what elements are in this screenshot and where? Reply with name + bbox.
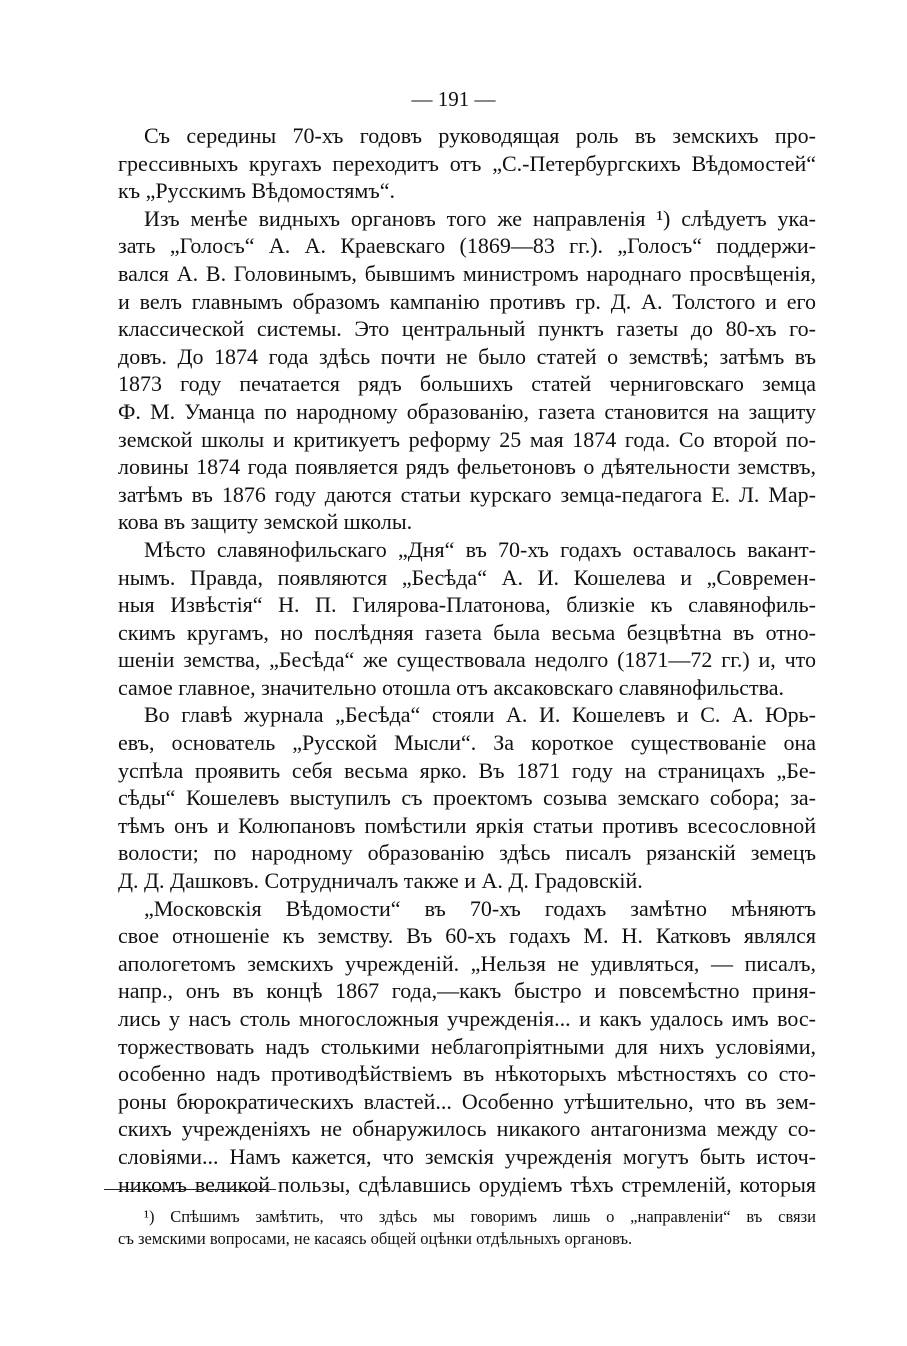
text-line: классической системы. Это центральный пунктъ газеты до 80-хъ го- — [118, 316, 816, 342]
footnote-line: ¹) Спѣшимъ замѣтить, что здѣсь мы говоримъ лишь о „направленіи“ въ связи — [144, 1207, 816, 1226]
text-line: роны бюрократическихъ властей... Особенно утѣшительно, что въ зем- — [118, 1088, 816, 1114]
text-line: самое главное, значительно отошла отъ аксаковскаго славянофильства. — [118, 674, 785, 700]
text-line: никомъ великой пользы, сдѣлавшись орудіемъ тѣхъ стремленій, которыя — [118, 1171, 816, 1197]
text-line: сѣды“ Кошелевъ выступилъ съ проектомъ созыва земскаго собора; за- — [118, 785, 816, 811]
text-line: „Московскія Вѣдомости“ въ 70-хъ годахъ замѣтно мѣняютъ — [144, 895, 816, 921]
footnote-line: съ земскими вопросами, не касаясь общей оцѣнки отдѣльныхъ органовъ. — [118, 1229, 633, 1248]
text-line: тѣмъ онъ и Колюпановъ помѣстили яркія статьи противъ всесословной — [118, 812, 816, 838]
text-line: Изъ менѣе видныхъ органовъ того же направленія ¹) слѣдуетъ ука- — [144, 205, 816, 231]
text-line: нымъ. Правда, появляются „Бесѣда“ А. И. Кошелева и „Современ- — [118, 564, 816, 590]
text-line: Ф. М. Уманца по народному образованію, газета становится на защиту — [118, 398, 816, 424]
text-line: напр., онъ въ концѣ 1867 года,—какъ быстро и повсемѣстно приня- — [118, 978, 816, 1004]
paragraph-2 — [118, 205, 816, 536]
text-line: скимъ кругамъ, но послѣдняя газета была весьма безцвѣтна въ отно- — [118, 619, 816, 645]
text-line: свое отношеніе къ земству. Въ 60-хъ годахъ М. Н. Катковъ являлся — [118, 923, 816, 949]
footnote — [118, 1206, 816, 1250]
paragraph-5 — [118, 895, 816, 1199]
text-line: 1873 году печатается рядъ большихъ статей черниговскаго земца — [118, 371, 816, 397]
text-line: ловины 1874 года появляется рядъ фельетоновъ о дѣятельности земствъ, — [118, 454, 816, 480]
text-line: лись у насъ столь многосложныя учрежденія... и какъ удалось имъ вос- — [118, 1006, 816, 1031]
paragraph-3 — [118, 536, 816, 702]
text-line: Мѣсто славянофильскаго „Дня“ въ 70-хъ годахъ оставалось вакант- — [144, 536, 816, 562]
text-line: и велъ главнымъ образомъ кампанію противъ гр. Д. А. Толстого и его — [118, 288, 816, 314]
text-line: къ „Русскимъ Вѣдомостямъ“. — [118, 178, 395, 204]
text-line: Во главѣ журнала „Бесѣда“ стояли А. И. Кошелевъ и С. А. Юрь- — [144, 702, 816, 728]
paragraph-4 — [118, 701, 816, 894]
footnote-divider — [104, 1189, 276, 1190]
text-line: торжествовать надъ столькими неблагопріятными для нихъ условіями, — [118, 1033, 816, 1059]
text-line: ныя Извѣстія“ Н. П. Гилярова-Платонова, близкіе къ славянофиль- — [118, 592, 816, 618]
text-line: апологетомъ земскихъ учрежденій. „Нельзя не удивляться, — писалъ, — [118, 950, 816, 976]
text-line: кова въ защиту земской школы. — [118, 509, 413, 535]
text-line: зать „Голосъ“ А. А. Краевскаго (1869—83 гг.). „Голосъ“ поддержи- — [118, 233, 816, 259]
text-line: Съ середины 70-хъ годовъ руководящая роль въ земскихъ про- — [144, 123, 816, 148]
text-line: Д. Д. Дашковъ. Сотрудничалъ также и А. Д. Градовскій. — [118, 868, 643, 894]
text-line: скихъ учрежденіяхъ не обнаружилось никакого антагонизма между со- — [118, 1116, 816, 1142]
text-line: вался А. В. Головинымъ, бывшимъ министромъ народнаго просвѣщенія, — [118, 260, 816, 286]
text-line: затѣмъ въ 1876 году даются статьи курскаго земца-педагога Е. Л. Мар- — [118, 481, 816, 507]
page-number: — 191 — — [411, 87, 496, 111]
text-line: особенно надъ противодѣйствіемъ въ нѣкоторыхъ мѣстностяхъ со сто- — [118, 1061, 816, 1087]
text-line: евъ, основатель „Русской Мысли“. За короткое существованіе она — [118, 730, 816, 756]
text-line: словіями... Намъ кажется, что земскія учрежденія могутъ быть источ- — [118, 1143, 816, 1169]
paragraph-1 — [118, 122, 816, 205]
text-line: грессивныхъ кругахъ переходитъ отъ „С.-Петербургскихъ Вѣдомостей“ — [118, 150, 816, 176]
text-line: шеніи земства, „Бесѣда“ же существовала недолго (1871—72 гг.) и, что — [118, 647, 816, 673]
text-line: успѣла проявить себя весьма ярко. Въ 1871 году на страницахъ „Бе- — [118, 757, 816, 783]
body-text — [118, 122, 816, 1198]
text-line: волости; по народному образованію здѣсь писалъ рязанскій земецъ — [118, 840, 816, 866]
text-line: довъ. До 1874 года здѣсь почти не было статей о земствѣ; затѣмъ въ — [118, 343, 816, 369]
text-line: земской школы и критикуетъ реформу 25 мая 1874 года. Со второй по- — [118, 426, 816, 452]
